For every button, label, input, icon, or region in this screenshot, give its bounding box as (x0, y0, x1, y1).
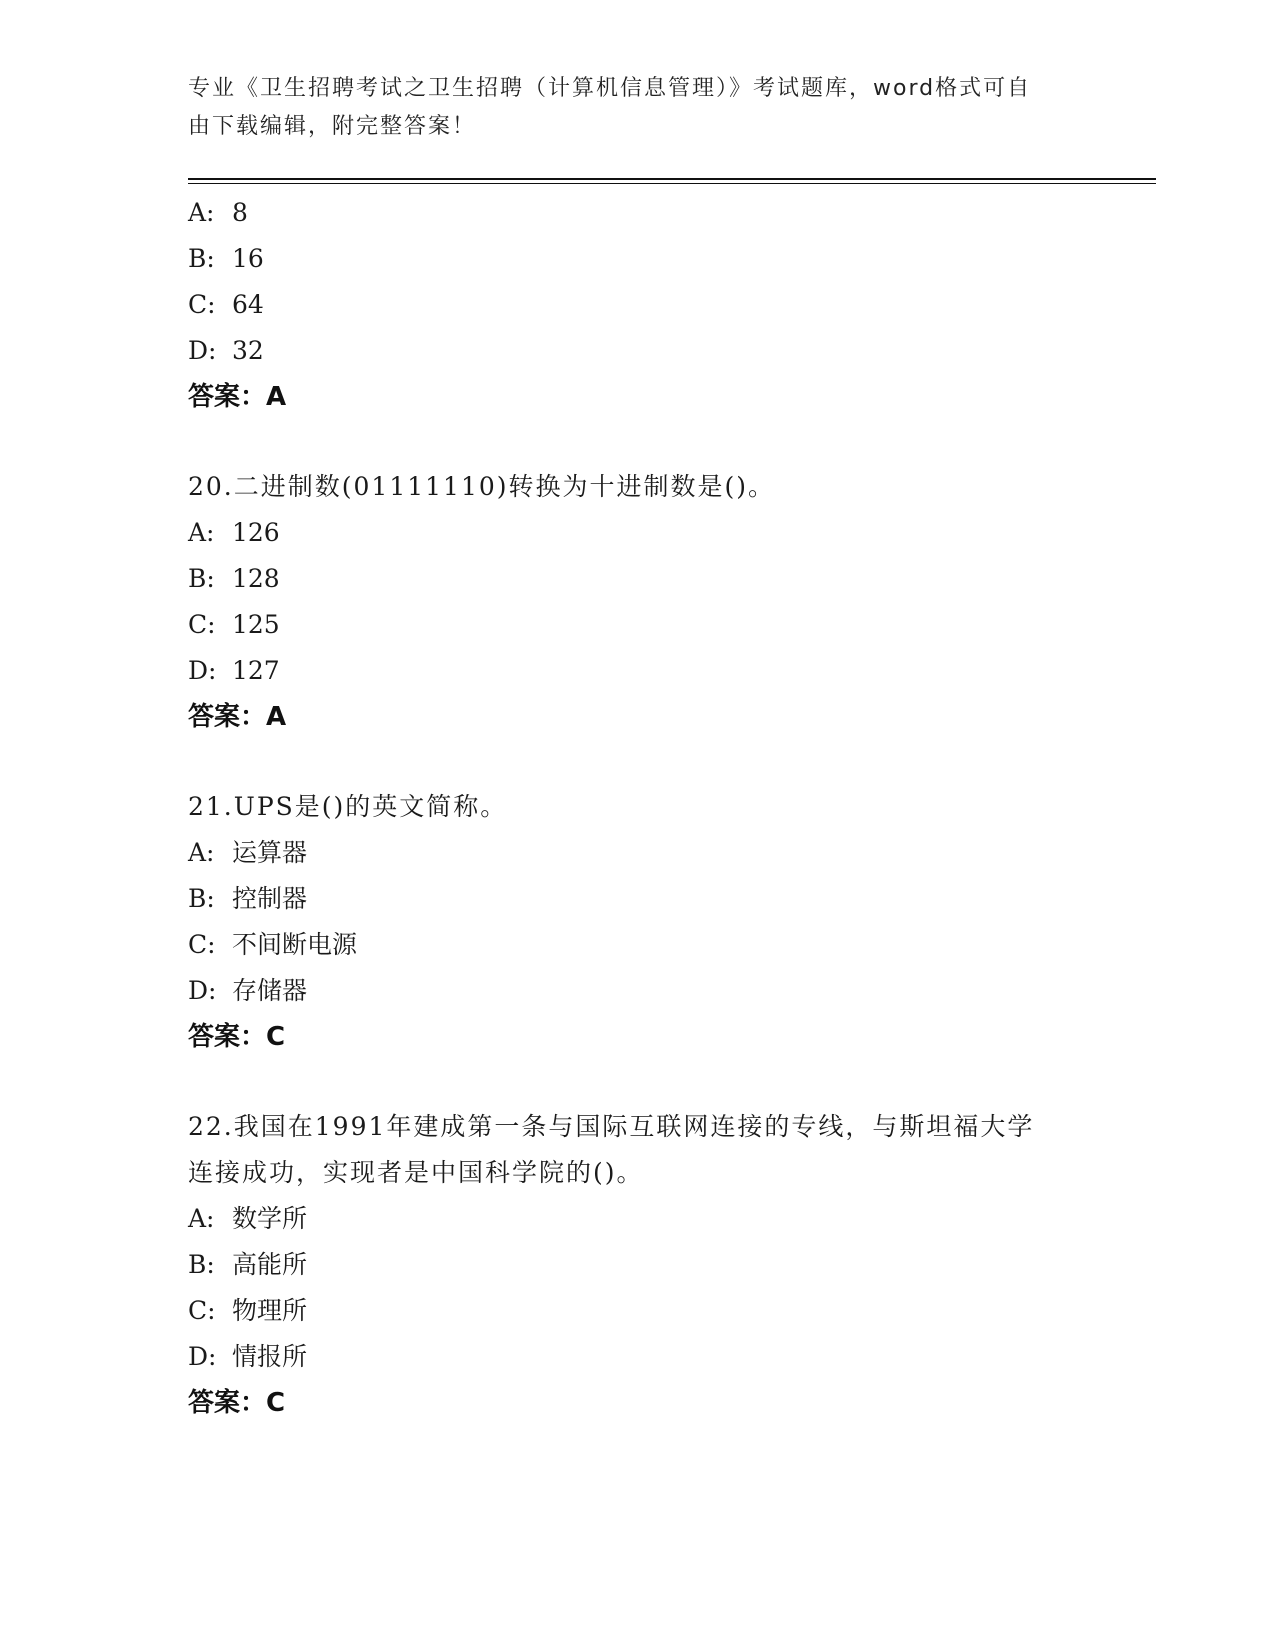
option-c: C: 64 (188, 290, 264, 319)
header-divider-thin (188, 183, 1156, 184)
question-block (188, 784, 1088, 1060)
option-a: A: 126 (188, 518, 280, 547)
question-block (188, 190, 1088, 420)
option-a: A: 数学所 (188, 1204, 308, 1233)
option-d: D: 32 (188, 336, 264, 365)
question-title: 21.UPS是()的英文简称。 (188, 792, 508, 821)
option-b: B: 高能所 (188, 1250, 308, 1279)
option-b: B: 16 (188, 244, 264, 273)
option-a: A: 运算器 (188, 838, 308, 867)
option-b: B: 128 (188, 564, 280, 593)
answer: 答案：A (188, 702, 287, 732)
question-block (188, 464, 1088, 740)
option-d: D: 存储器 (188, 976, 308, 1005)
question-list (188, 190, 1088, 1426)
answer: 答案：A (188, 382, 287, 412)
answer: 答案：C (188, 1022, 286, 1052)
option-c: C: 物理所 (188, 1296, 308, 1325)
option-d: D: 127 (188, 656, 280, 685)
header-line-1: 专业《卫生招聘考试之卫生招聘（计算机信息管理）》考试题库，word格式可自 (188, 76, 1032, 101)
question-block (188, 1104, 1088, 1426)
option-a: A: 8 (188, 198, 248, 227)
answer: 答案：C (188, 1388, 286, 1418)
option-d: D: 情报所 (188, 1342, 308, 1371)
question-title: 22.我国在1991年建成第一条与国际互联网连接的专线，与斯坦福大学连接成功，实现者是中国科学院的()。 (188, 1112, 1035, 1187)
question-title: 20.二进制数(01111110)转换为十进制数是()。 (188, 472, 776, 501)
document-header (188, 70, 1068, 146)
option-c: C: 不间断电源 (188, 930, 358, 959)
header-divider-thick (188, 178, 1156, 180)
option-b: B: 控制器 (188, 884, 308, 913)
header-line-2: 由下载编辑，附完整答案！ (188, 114, 477, 139)
option-c: C: 125 (188, 610, 280, 639)
